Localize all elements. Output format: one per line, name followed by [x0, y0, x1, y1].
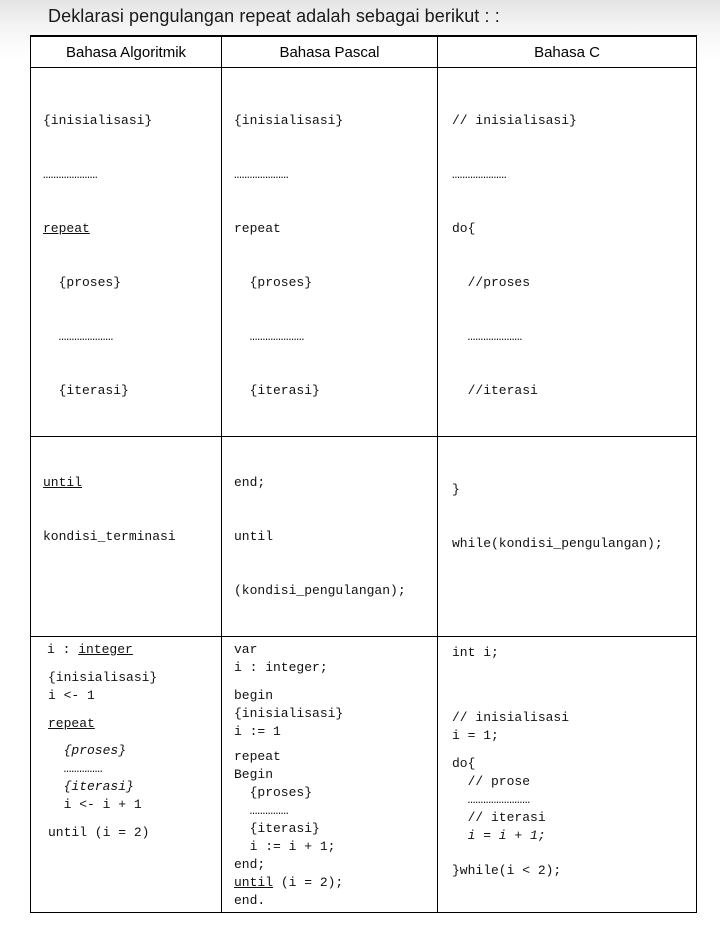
code-line: begin — [234, 688, 274, 703]
code-line: i := 1 — [234, 724, 281, 739]
code-line: i := i + 1; — [234, 839, 336, 854]
code-line: {inisialisasi} — [43, 113, 153, 128]
code-line: i : integer — [47, 642, 133, 657]
code-line: (kondisi_pengulangan); — [234, 583, 406, 598]
code-line: }while(i < 2); — [452, 863, 562, 878]
code-line: end; — [234, 475, 266, 490]
header-c: Bahasa C — [438, 36, 697, 68]
code-line: // inisialisasi} — [452, 113, 577, 128]
header-algoritmik: Bahasa Algoritmik — [31, 36, 222, 68]
code-line: {proses} — [234, 275, 313, 290]
code-line: // inisialisasi — [452, 710, 570, 725]
code-line: i <- i + 1 — [48, 797, 142, 812]
code-line: {proses} — [48, 743, 127, 758]
code-keyword: repeat — [48, 716, 95, 731]
pascal-cell-1 — [222, 68, 438, 437]
code-line: {proses} — [43, 275, 122, 290]
code-line: {iterasi} — [234, 821, 320, 836]
algo-cell-3 — [31, 637, 222, 913]
code-line: {inisialisasi} — [234, 706, 344, 721]
header-pascal: Bahasa Pascal — [222, 36, 438, 68]
code-line: i <- 1 — [48, 688, 95, 703]
comparison-table — [30, 35, 697, 913]
header-row — [31, 36, 697, 68]
code-line: ………………… — [234, 329, 305, 344]
code-line: {inisialisasi} — [48, 670, 158, 685]
code-line: {inisialisasi} — [234, 113, 344, 128]
code-line: i = 1; — [452, 728, 499, 743]
code-line: ………………… — [43, 167, 98, 182]
code-line: Begin — [234, 767, 274, 782]
code-line: //proses — [452, 275, 531, 290]
code-line: …………… — [48, 761, 103, 776]
code-line: {iterasi} — [48, 779, 134, 794]
c-cell-1 — [438, 68, 697, 437]
code-line: ………………… — [452, 167, 507, 182]
code-keyword: repeat — [43, 221, 90, 236]
code-keyword: until — [43, 475, 83, 490]
code-line: // iterasi — [452, 810, 546, 825]
c-cell-3 — [438, 637, 697, 913]
code-line: ………………… — [234, 167, 289, 182]
code-line: {iterasi} — [234, 383, 320, 398]
table-row — [31, 68, 697, 437]
code-line: do{ — [452, 756, 476, 771]
code-line: i = i + 1; — [452, 828, 546, 843]
algo-cell-1 — [31, 68, 222, 437]
code-line: until (i = 2); — [234, 875, 344, 890]
code-line: while(kondisi_pengulangan); — [452, 536, 663, 551]
code-line: } — [452, 482, 460, 497]
code-line: var — [234, 642, 258, 657]
table-row — [31, 437, 697, 637]
code-line: i : integer; — [234, 660, 328, 675]
code-line: …………………… — [452, 792, 531, 807]
code-line: //iterasi — [452, 383, 538, 398]
code-line: // prose — [452, 774, 531, 789]
code-line: do{ — [452, 221, 476, 236]
algo-cell-2 — [31, 437, 222, 637]
code-line: end. — [234, 893, 266, 908]
code-line: kondisi_terminasi — [43, 529, 176, 544]
code-line: repeat — [234, 749, 281, 764]
code-line: ………………… — [452, 329, 523, 344]
code-line: end; — [234, 857, 266, 872]
code-line: …………… — [234, 803, 289, 818]
table-row — [31, 637, 697, 913]
slide-title: Deklarasi pengulangan repeat adalah sebagai berikut : : — [48, 6, 500, 26]
code-line: {iterasi} — [43, 383, 129, 398]
code-line: until — [234, 529, 274, 544]
code-line: ………………… — [43, 329, 114, 344]
code-line: repeat — [234, 221, 281, 236]
pascal-cell-2 — [222, 437, 438, 637]
pascal-cell-3 — [222, 637, 438, 913]
c-cell-2 — [438, 437, 697, 637]
code-line: int i; — [452, 645, 499, 660]
code-line: {proses} — [234, 785, 313, 800]
code-line: until (i = 2) — [48, 825, 150, 840]
